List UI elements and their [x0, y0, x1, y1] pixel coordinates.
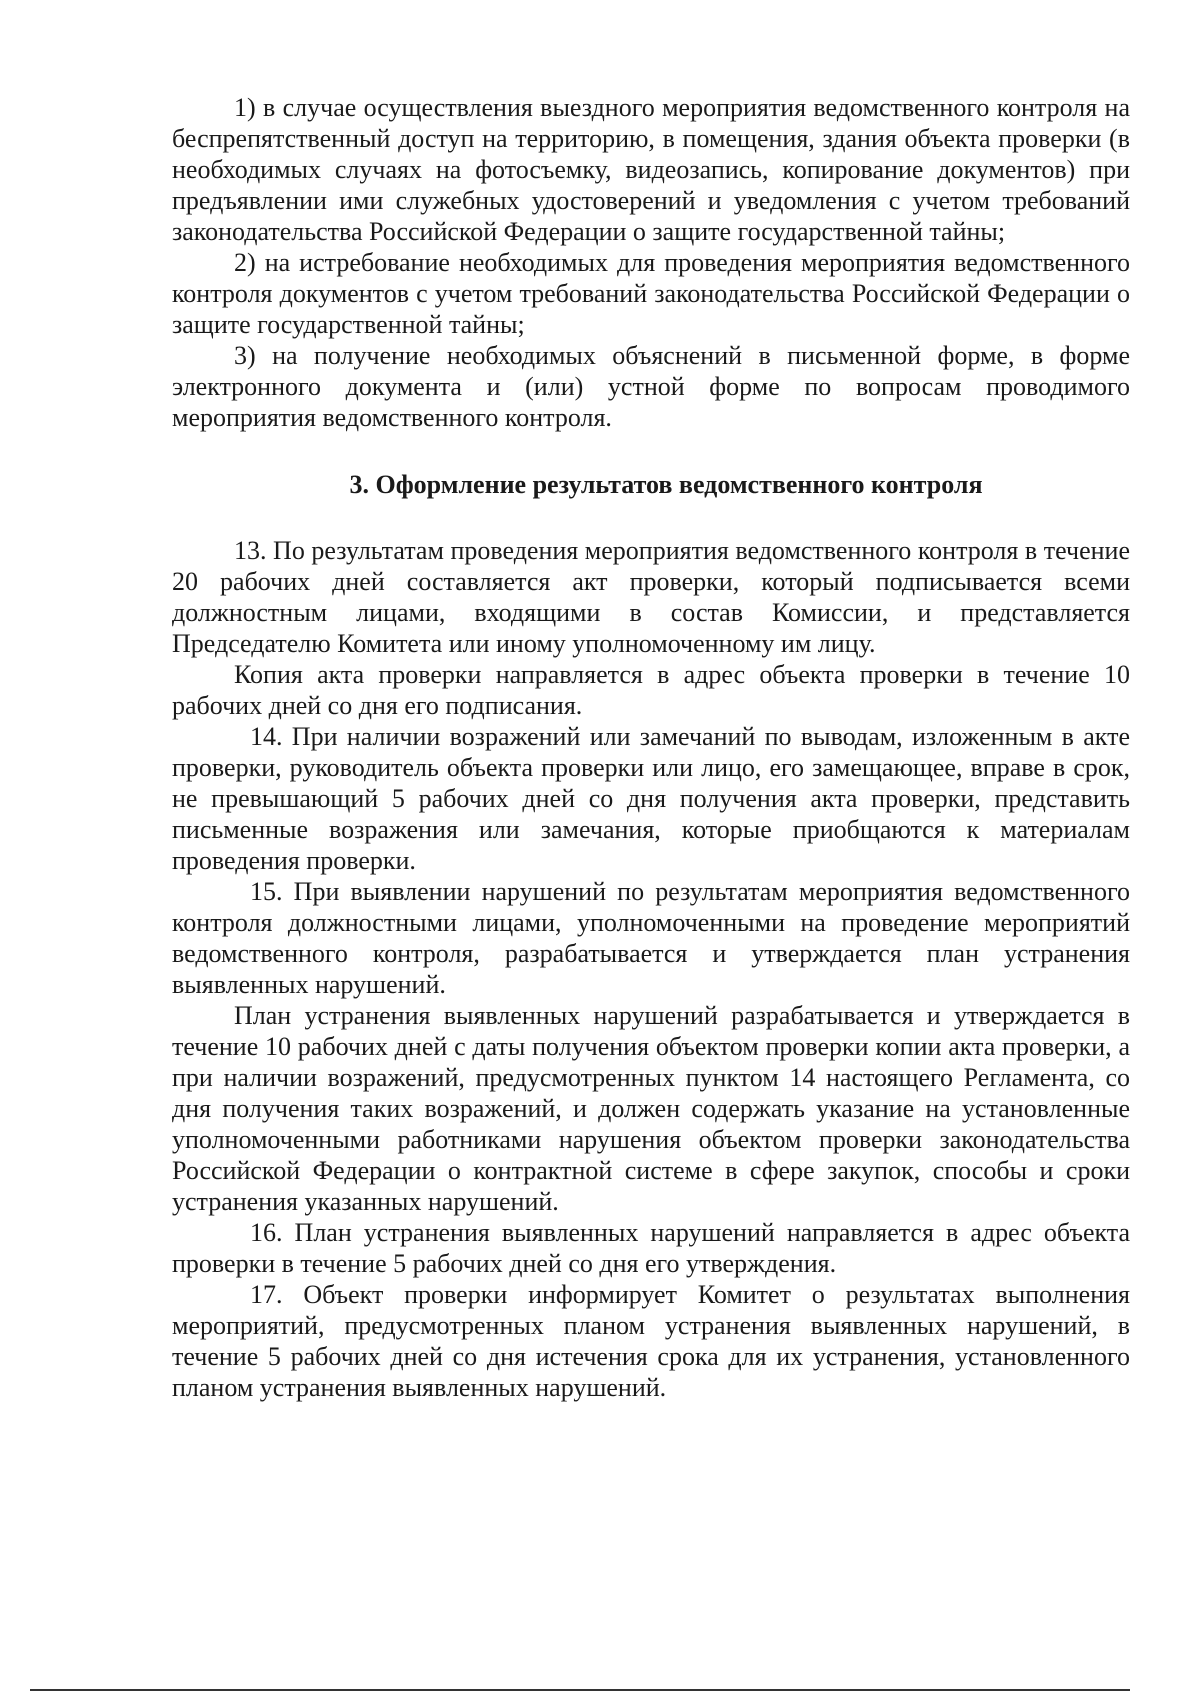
paragraph-clause-17: 17. Объект проверки информирует Комитет о результатах выполнения мероприятий, предусмотренных планом устранения выявленных нарушений, в течение 5 рабочих дней со дня истечения срока для их устранения, установленного планом устранения выявленных нарушений. — [172, 1280, 1130, 1402]
paragraph-item-1-access: 1) в случае осуществления выездного мероприятия ведомственного контроля на беспрепятственный доступ на территорию, в помещения, здания объекта проверки (в необходимых случаях на фотосъемку, видеозапись, копирование документов) при предъявлении ими служебных удостоверений и уведомления с учетом требований законодательства Российской Федерации о защите государственной тайны; — [172, 93, 1130, 246]
paragraph-clause-16: 16. План устранения выявленных нарушений направляется в адрес объекта проверки в течение 5 рабочих дней со дня его утверждения. — [172, 1218, 1130, 1278]
paragraph-item-3-explanations: 3) на получение необходимых объяснений в письменной форме, в форме электронного документа и (или) устной форме по вопросам проводимого мероприятия ведомственного контроля. — [172, 341, 1130, 432]
paragraph-remediation-plan: План устранения выявленных нарушений разрабатывается и утверждается в течение 10 рабочих дней с даты получения объектом проверки копии акта проверки, а при наличии возражений, предусмотренных пунктом 14 настоящего Регламента, со дня получения таких возражений, и должен содержать указание на установленные уполномоченными работниками нарушения объектом проверки законодательства Российской Федерации о контрактной системе в сфере закупок, способы и сроки устранения указанных нарушений. — [172, 1001, 1130, 1216]
paragraph-clause-15: 15. При выявлении нарушений по результатам мероприятия ведомственного контроля должностными лицами, уполномоченными на проведение мероприятий ведомственного контроля, разрабатывается и утверждается план устранения выявленных нарушений. — [172, 877, 1130, 999]
footer-rule — [30, 1689, 1130, 1691]
paragraph-clause-14: 14. При наличии возражений или замечаний по выводам, изложенным в акте проверки, руководитель объекта проверки или лицо, его замещающее, вправе в срок, не превышающий 5 рабочих дней со дня получения акта проверки, представить письменные возражения или замечания, которые приобщаются к материалам проведения проверки. — [172, 722, 1130, 875]
paragraph-act-copy: Копия акта проверки направляется в адрес объекта проверки в течение 10 рабочих дней со дня его подписания. — [172, 660, 1130, 720]
paragraph-clause-13: 13. По результатам проведения мероприятия ведомственного контроля в течение 20 рабочих дней составляется акт проверки, который подписывается всеми должностным лицами, входящими в состав Комиссии, и представляется Председателю Комитета или иному уполномоченному им лицу. — [172, 536, 1130, 658]
paragraph-item-2-documents: 2) на истребование необходимых для проведения мероприятия ведомственного контроля документов с учетом требований законодательства Российской Федерации о защите государственной тайны; — [172, 248, 1130, 339]
section-heading: 3. Оформление результатов ведомственного контроля — [349, 470, 983, 499]
document-page — [172, 92, 1130, 1403]
